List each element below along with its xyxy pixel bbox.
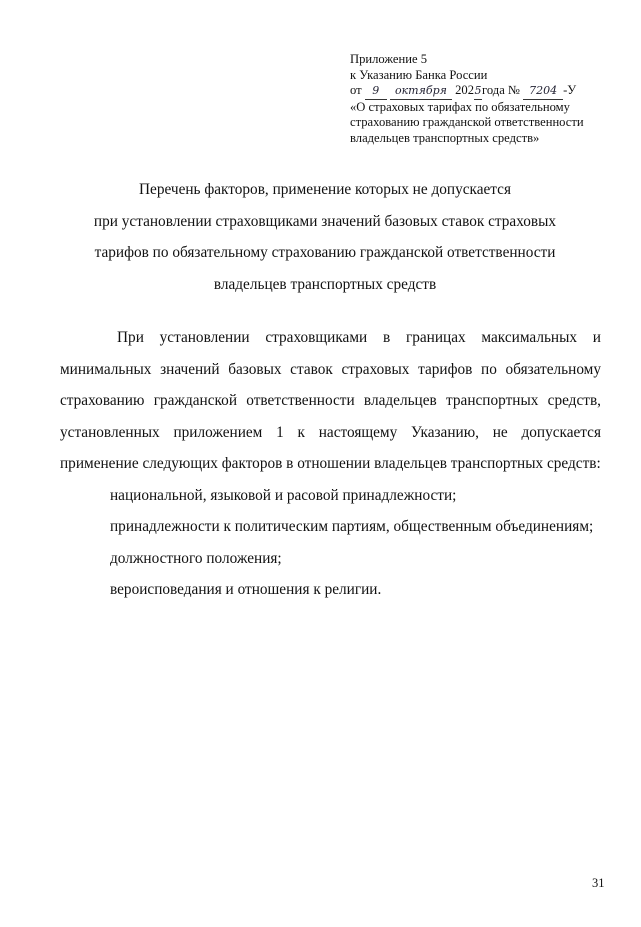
list-item: вероисповедания и отношения к религии. [110,581,382,598]
list-item: национальной, языковой и расовой принадлежности; [110,486,457,504]
list-item: принадлежности к политическим партиям, общественным объединениям; [110,518,594,535]
page-number: 31 [592,876,605,890]
appendix-number: Приложение 5 [350,52,428,66]
handwritten-day: 9 [365,83,387,100]
appendix-reference: к Указанию Банка России [350,67,488,82]
decree-title-line: «О страховых тарифах по обязательному [350,99,570,114]
document-body [60,322,601,606]
decree-title-line: владельцев транспортных средств» [350,130,540,145]
decree-title-line: страхованию гражданской ответственности [350,115,584,129]
list-item: должностного положения; [110,549,282,567]
appendix-header [350,52,584,146]
document-title: Перечень факторов, применение которых не допускается при установлении страховщиками значений базовых ставок страховых тарифов по обязательному страхованию гражданской ответственности владельцев транспортных средств [93,181,557,293]
handwritten-year-digit: 5 [474,83,482,100]
main-paragraph: При установлении страховщиками в границах максимальных и минимальных значений базовых ставок страховых тарифов по обязательному страхованию гражданской ответственности владельцев транспортных средств, установленных приложением 1 к настоящему Указанию, не допускается применение следующих факторов в отношении владельцев транспортных средств: [60,329,601,472]
appendix-date-line: от 9 октября 2025года № 7204 -У [350,83,584,100]
handwritten-month: октября [390,83,452,100]
handwritten-number: 7204 [523,83,563,100]
